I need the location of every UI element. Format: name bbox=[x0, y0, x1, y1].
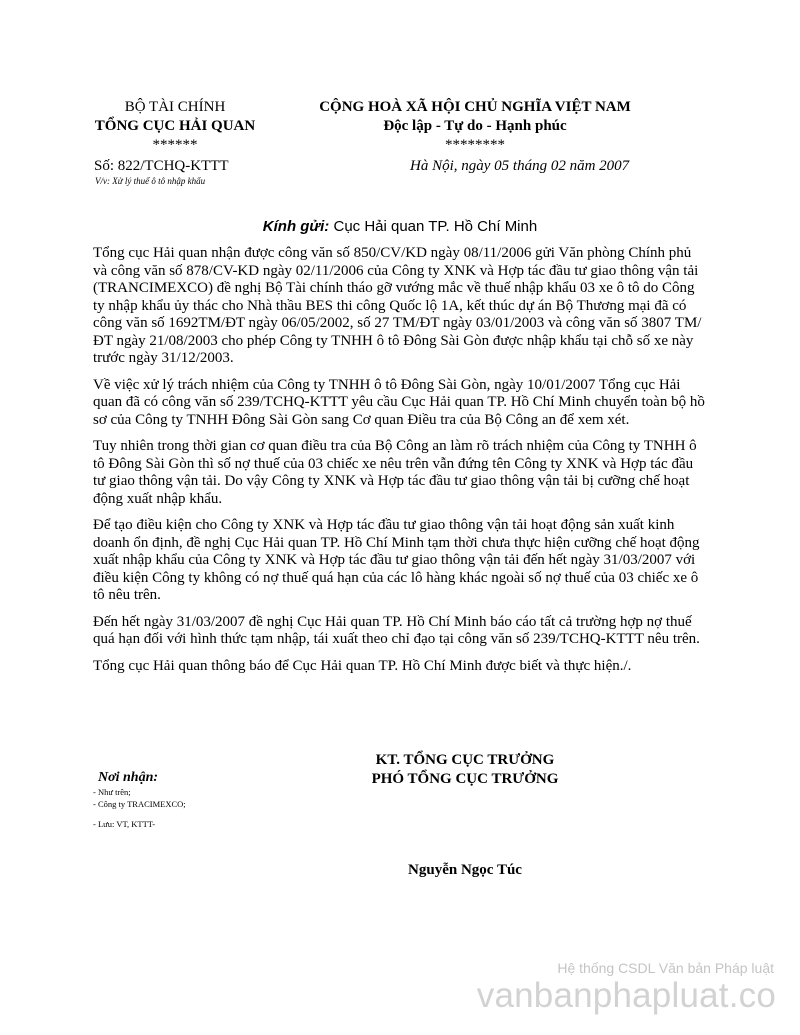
nation-header bbox=[300, 98, 650, 155]
recipients-heading: Nơi nhận: bbox=[98, 770, 159, 785]
place-date: Hà Nội, ngày 05 tháng 02 năm 2007 bbox=[410, 158, 630, 174]
letter-body bbox=[93, 245, 708, 684]
body-paragraph: Đến hết ngày 31/03/2007 đề nghị Cục Hải quan TP. Hồ Chí Minh báo cáo tất cả trường hợp nợ thuế quá hạn đối với hình thức tạm nhập, tái xuất theo chỉ đạo tại công văn số 239/TCHQ-KTTT nêu trên. bbox=[93, 613, 700, 647]
recipient-item: - Lưu: VT, KTTT- bbox=[93, 819, 156, 829]
national-motto: Độc lập - Tự do - Hạnh phúc bbox=[383, 118, 567, 134]
body-paragraph: Tổng cục Hải quan thông báo để Cục Hải quan TP. Hồ Chí Minh được biết và thực hiện./. bbox=[93, 657, 632, 674]
signer-name: Nguyễn Ngọc Túc bbox=[408, 862, 522, 878]
recipient-label: Kính gửi: bbox=[262, 218, 330, 235]
document-number: Số: 822/TCHQ-KTTT bbox=[94, 158, 229, 174]
recipient-line bbox=[0, 218, 800, 235]
ministry-name: BỘ TÀI CHÍNH bbox=[124, 99, 226, 115]
recipient-item: - Như trên; bbox=[93, 787, 131, 797]
recipient-item: - Công ty TRACIMEXCO; bbox=[93, 799, 186, 809]
recipients-block bbox=[93, 770, 293, 830]
body-paragraph: Tuy nhiên trong thời gian cơ quan điều tra của Bộ Công an làm rõ trách nhiệm của Công ty TNHH ô tô Đông Sài Gòn thì số nợ thuế của 03 chiếc xe nêu trên vẫn đứng tên Công ty XNK và Hợp tác đầu tư giao thông vận tải. Do vậy Công ty XNK và Hợp tác đầu tư giao thông vận tải bị cưỡng chế hoạt động xuất nhập khẩu. bbox=[93, 438, 697, 507]
signer-title-line1: KT. TỔNG CỤC TRƯỞNG bbox=[375, 752, 555, 768]
watermark-url: vanbanphapluat.co bbox=[476, 976, 776, 1015]
body-paragraph: Để tạo điều kiện cho Công ty XNK và Hợp tác đầu tư giao thông vận tải hoạt động sản xuất kinh doanh ổn định, đề nghị Cục Hải quan TP. Hồ Chí Minh tạm thời chưa thực hiện cưỡng chế hoạt động xuất nhập khẩu của Công ty XNK và Hợp tác đầu tư giao thông vận tải đến hết ngày 31/03/2007 với điều kiện Công ty không có nợ thuế quá hạn của các lô hàng khác ngoài số nợ thuế của 03 chiếc xe ô tô nêu trên. bbox=[93, 517, 700, 603]
issuer-header bbox=[70, 98, 280, 155]
watermark-caption: Hệ thống CSDL Văn bản Pháp luật bbox=[557, 960, 774, 976]
signer-title bbox=[340, 751, 590, 789]
signer-title-line2: PHÓ TỔNG CỤC TRƯỞNG bbox=[371, 771, 559, 787]
nation-name: CỘNG HOÀ XÃ HỘI CHỦ NGHĨA VIỆT NAM bbox=[319, 99, 631, 115]
agency-name: TỔNG CỤC HẢI QUAN bbox=[94, 118, 256, 134]
body-paragraph: Về việc xử lý trách nhiệm của Công ty TNHH ô tô Đông Sài Gòn, ngày 10/01/2007 Tổng cục Hải quan đã có công văn số 239/TCHQ-KTTT yêu cầu Cục Hải quan TP. Hồ Chí Minh chuyển toàn bộ hồ sơ của Công ty TNHH Đông Sài Gòn sang Cơ quan Điều tra của Bộ Công an để xem xét. bbox=[93, 376, 705, 428]
recipient-name: Cục Hải quan TP. Hồ Chí Minh bbox=[333, 218, 538, 235]
motto-separator: ******** bbox=[445, 137, 505, 153]
body-paragraph: Tổng cục Hải quan nhận được công văn số 850/CV/KD ngày 08/11/2006 gửi Văn phòng Chính phủ và công văn số 878/CV-KD ngày 02/11/2006 của Công ty XNK và Hợp tác đầu tư giao thông vận tải (TRANCIMEXCO) đề nghị Bộ Tài chính tháo gỡ vướng mắc về thuế nhập khẩu 03 xe ô tô do Công ty nhập khẩu ủy thác cho Nhà thầu BES thi công Quốc lộ 1A, kết thúc dự án Bộ Thương mại đã có công văn số 1692TM/ĐT ngày 06/05/2002, số 27 TM/ĐT ngày 03/01/2003 và công văn số 3807 TM/ĐT ngày 21/08/2003 cho phép Công ty TNHH ô tô Đông Sài Gòn được nhập khẩu tại chỗ số xe này trước ngày 31/12/2003. bbox=[93, 245, 702, 366]
agency-separator: ****** bbox=[152, 137, 198, 153]
document-subject: V/v: Xử lý thuế ô tô nhập khẩu bbox=[95, 176, 206, 186]
